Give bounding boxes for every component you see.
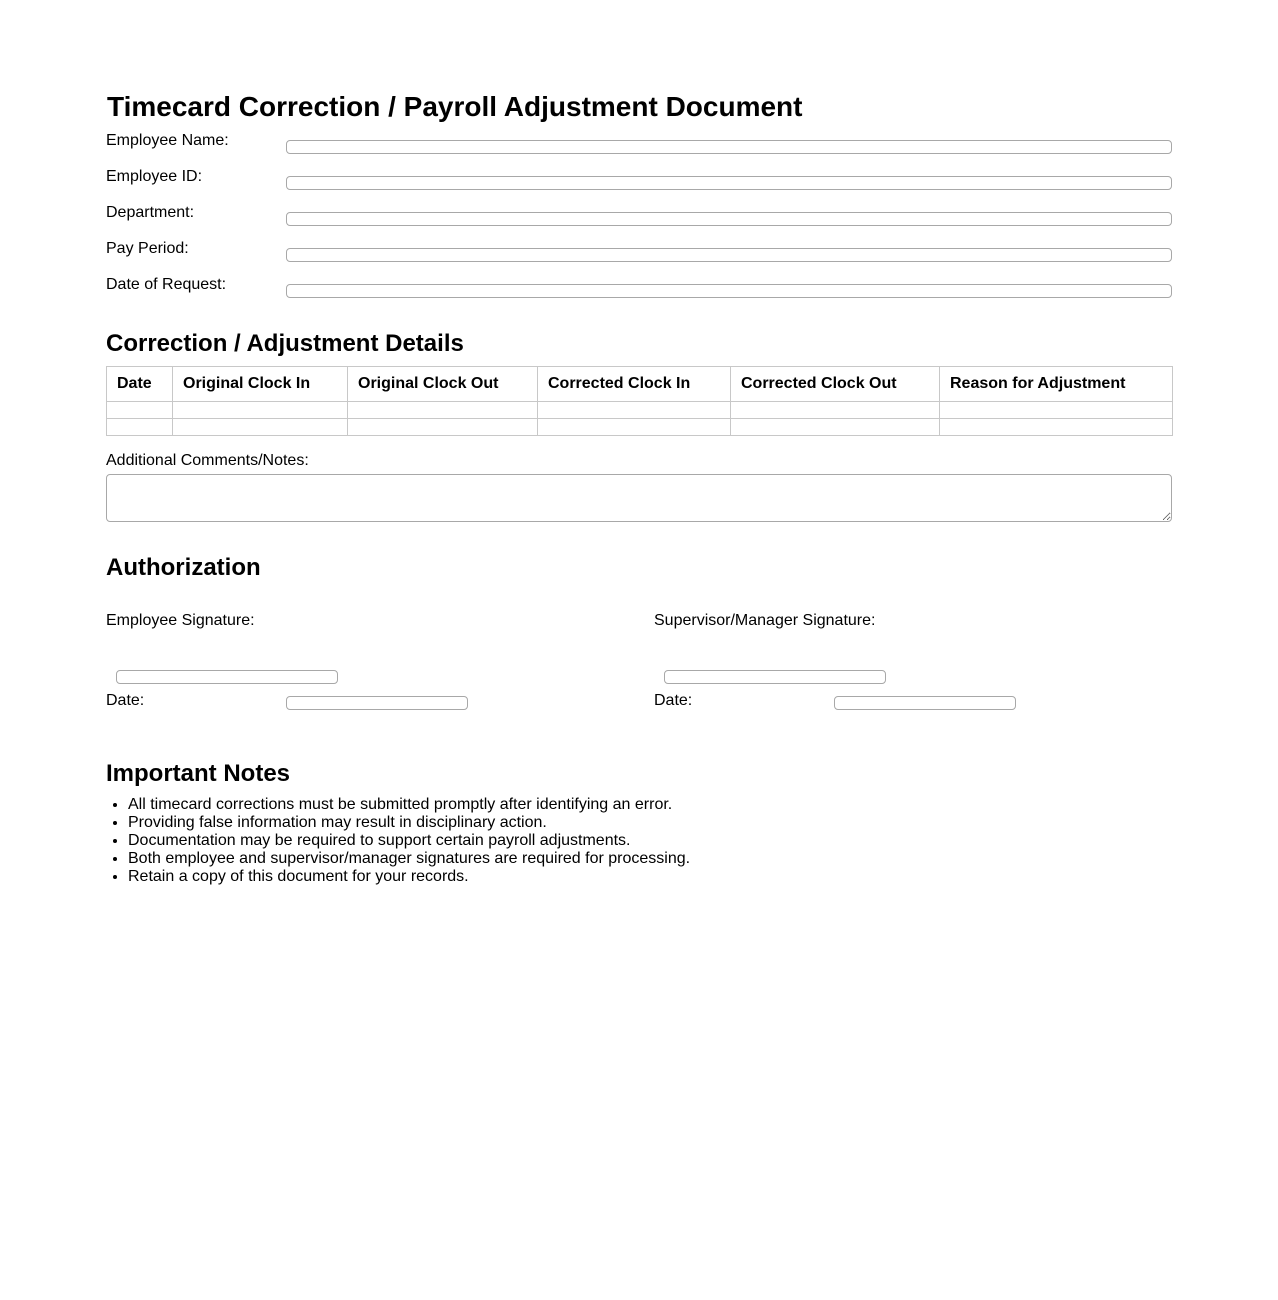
table-cell[interactable]	[107, 402, 173, 419]
table-header-row	[107, 367, 1173, 402]
column-header-date: Date	[107, 367, 173, 402]
table-cell[interactable]	[940, 402, 1173, 419]
employee-id-row	[106, 168, 1172, 190]
pay-period-row	[106, 240, 1172, 262]
adjustment-details-table	[106, 366, 1173, 436]
employee-id-label: Employee ID:	[106, 168, 203, 185]
employee-date-input[interactable]	[286, 696, 468, 710]
page-title: Timecard Correction / Payroll Adjustment Document	[107, 91, 803, 122]
pay-period-input[interactable]	[286, 248, 1172, 262]
list-item: • Retain a copy of this document for your records.	[128, 868, 690, 886]
employee-id-input[interactable]	[286, 176, 1172, 190]
department-label: Department:	[106, 204, 195, 221]
table-cell[interactable]	[173, 402, 348, 419]
list-item: • All timecard corrections must be submitted promptly after identifying an error.	[128, 796, 690, 814]
date-of-request-row	[106, 276, 1172, 298]
table-cell[interactable]	[731, 419, 940, 436]
table-cell[interactable]	[940, 419, 1173, 436]
table-cell[interactable]	[538, 402, 731, 419]
employee-name-row	[106, 132, 1172, 154]
pay-period-label: Pay Period:	[106, 240, 189, 257]
column-header-original-clock-out: Original Clock Out	[348, 367, 538, 402]
comments-label: Additional Comments/Notes:	[106, 452, 309, 469]
table-cell[interactable]	[173, 419, 348, 436]
list-item: • Both employee and supervisor/manager signatures are required for processing.	[128, 850, 690, 868]
supervisor-signature-block	[654, 612, 1174, 712]
table-row	[107, 402, 1173, 419]
column-header-original-clock-in: Original Clock In	[173, 367, 348, 402]
table-cell[interactable]	[348, 402, 538, 419]
employee-date-label: Date:	[106, 692, 145, 709]
supervisor-date-input[interactable]	[834, 696, 1016, 710]
list-item: • Documentation may be required to support certain payroll adjustments.	[128, 832, 690, 850]
notes-heading: Important Notes	[106, 760, 291, 787]
table-cell[interactable]	[538, 419, 731, 436]
employee-name-input[interactable]	[286, 140, 1172, 154]
table-cell[interactable]	[731, 402, 940, 419]
date-of-request-input[interactable]	[286, 284, 1172, 298]
table-cell[interactable]	[107, 419, 173, 436]
employee-signature-block	[106, 612, 626, 712]
comments-textarea[interactable]	[106, 474, 1172, 522]
employee-signature-label: Employee Signature:	[106, 612, 255, 629]
employee-name-label: Employee Name:	[106, 132, 229, 149]
employee-signature-input[interactable]	[116, 670, 338, 684]
column-header-corrected-clock-out: Corrected Clock Out	[731, 367, 940, 402]
supervisor-signature-input[interactable]	[664, 670, 886, 684]
details-heading: Correction / Adjustment Details	[106, 330, 464, 357]
notes-list	[106, 796, 690, 886]
department-input[interactable]	[286, 212, 1172, 226]
column-header-corrected-clock-in: Corrected Clock In	[538, 367, 731, 402]
date-of-request-label: Date of Request:	[106, 276, 227, 293]
table-row	[107, 419, 1173, 436]
supervisor-date-label: Date:	[654, 692, 693, 709]
list-item: • Providing false information may result in disciplinary action.	[128, 814, 690, 832]
authorization-heading: Authorization	[106, 554, 261, 581]
table-cell[interactable]	[348, 419, 538, 436]
column-header-reason: Reason for Adjustment	[940, 367, 1173, 402]
department-row	[106, 204, 1172, 226]
supervisor-signature-label: Supervisor/Manager Signature:	[654, 612, 876, 629]
